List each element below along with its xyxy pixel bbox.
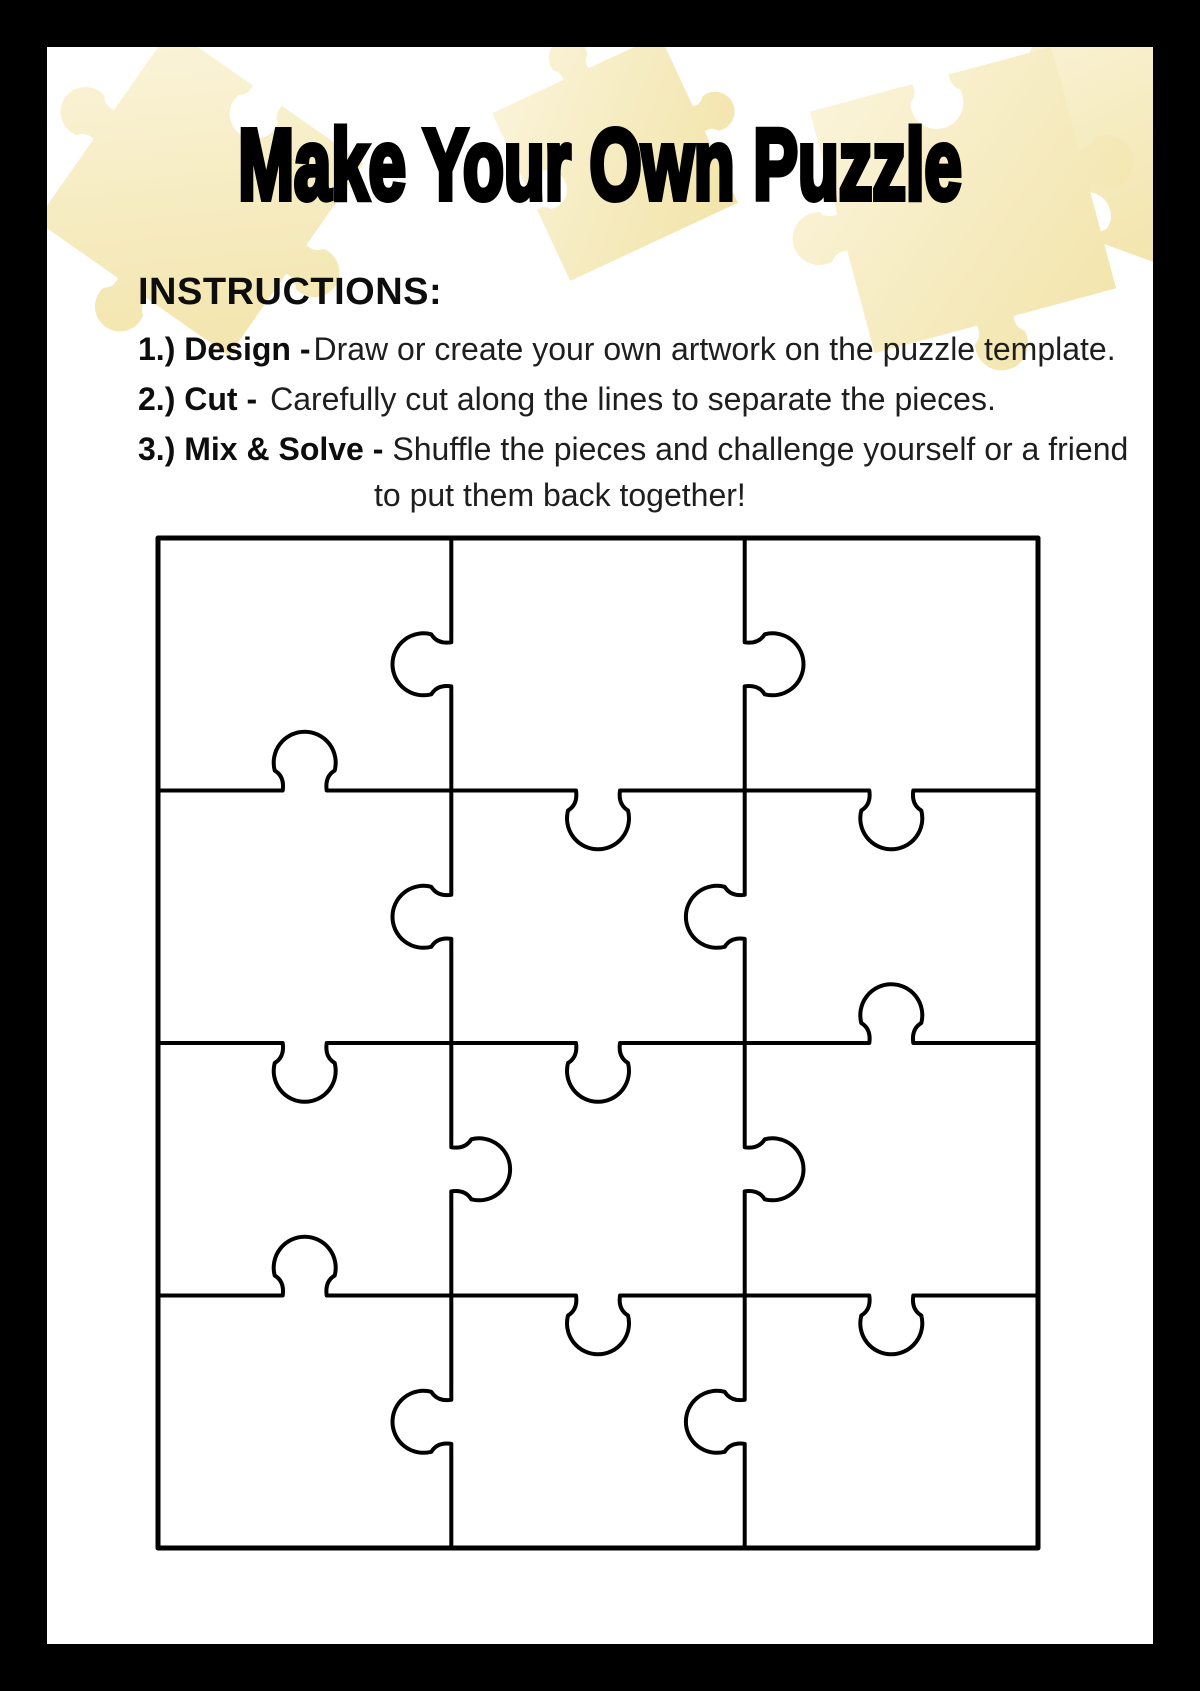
step-1-text: Draw or create your own artwork on the puzzle template.: [313, 331, 1116, 367]
step-3-label: 3.) Mix & Solve -: [138, 431, 384, 467]
puzzle-divider-horizontal: [158, 732, 1038, 850]
step-2-text: Carefully cut along the lines to separate the pieces.: [270, 381, 996, 417]
puzzle-divider-horizontal: [158, 1237, 1038, 1355]
step-3-text: Shuffle the pieces and challenge yourself or a friend: [392, 431, 1129, 467]
puzzle-divider-horizontal: [158, 984, 1038, 1102]
step-3-text-continued: to put them back together!: [374, 477, 746, 513]
instructions-heading: INSTRUCTIONS:: [138, 271, 443, 313]
page-title: Make Your Own Puzzle: [238, 109, 962, 221]
step-1-label: 1.) Design -: [138, 331, 311, 367]
step-2-label: 2.) Cut -: [138, 381, 258, 417]
puzzle-border: [158, 538, 1038, 1548]
